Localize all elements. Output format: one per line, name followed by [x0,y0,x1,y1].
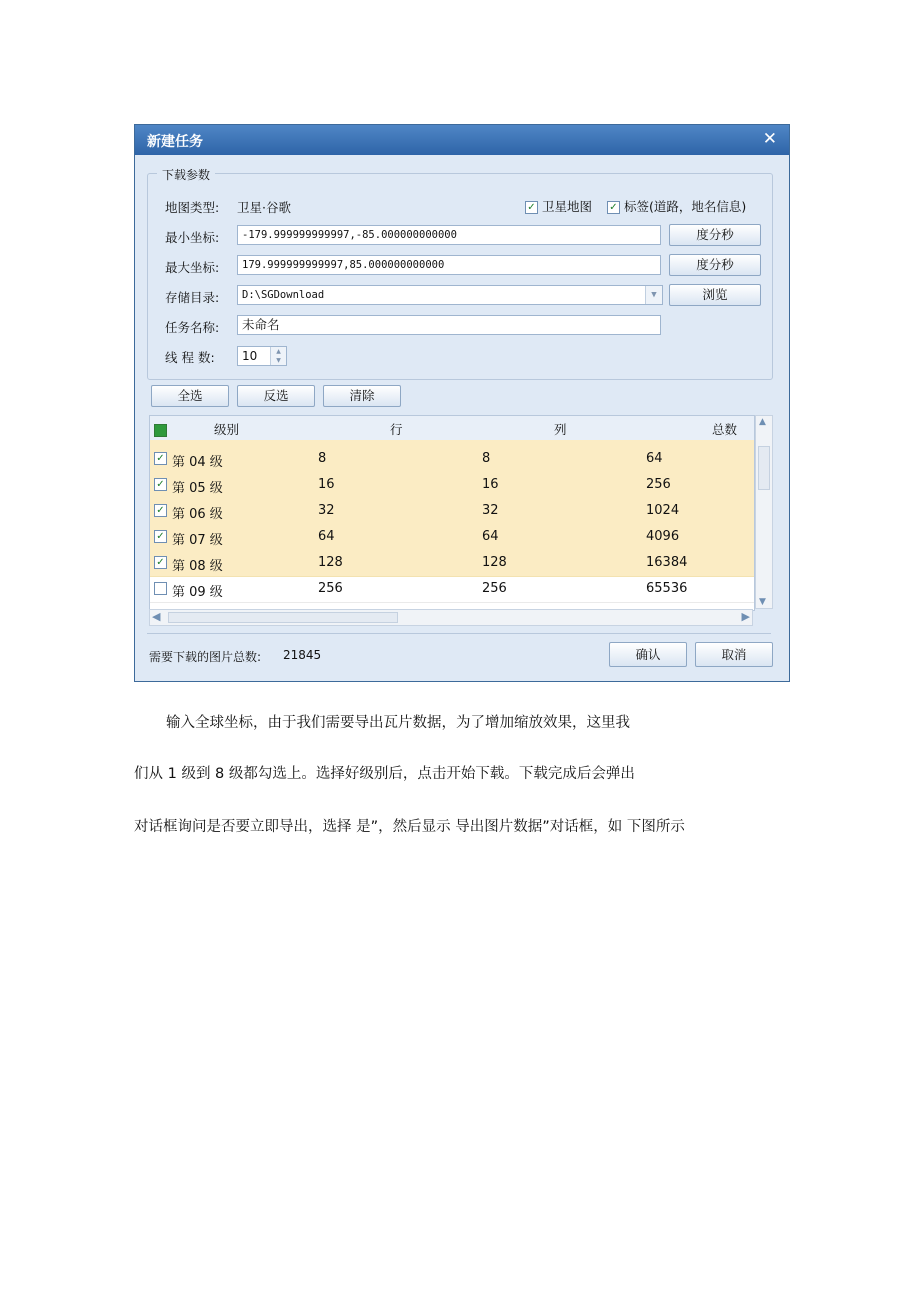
task-name-label: 任务名称: [165,320,220,335]
cell-total: 64 [646,451,663,466]
scroll-left-icon[interactable]: ◀ [152,610,161,623]
horizontal-scrollbar[interactable] [149,609,753,626]
min-coord-label: 最小坐标: [165,230,220,245]
cell-row: 32 [318,503,335,518]
satellite-checkbox-label: 卫星地图 [541,199,592,214]
storage-label: 存储目录: [165,290,220,305]
min-dms-button[interactable]: 度分秒 [669,224,761,246]
new-task-dialog [134,124,790,682]
cell-level: 第 07 级 [172,533,223,548]
hscroll-thumb[interactable] [168,612,398,623]
cell-col: 256 [482,581,507,596]
map-type-label: 地图类型: [165,200,220,215]
dialog-title: 新建任务 [147,134,203,150]
cell-row: 256 [318,581,343,596]
row-checkbox[interactable]: ✓ [154,503,167,518]
label-checkbox-label: 标签(道路，地名信息) [623,199,747,214]
checkmark-icon: ✓ [525,201,538,214]
cell-total: 1024 [646,503,680,518]
row-checkbox[interactable]: ✓ [154,451,167,466]
table-row[interactable] [150,472,754,499]
total-value: 21845 [283,648,322,662]
task-name-input[interactable]: 未命名 [237,315,661,335]
header-checkbox[interactable] [154,422,167,437]
cell-level: 第 05 级 [172,481,223,496]
clear-button[interactable]: 清除 [323,385,401,407]
group-title: 下载参数 [157,166,215,183]
invert-selection-button[interactable]: 反选 [237,385,315,407]
col-row[interactable]: 行 [390,422,403,437]
body-line-1: 输入全球坐标，由于我们需要导出瓦片数据，为了增加缩放效果，这里我 [166,715,630,731]
cell-col: 128 [482,555,507,570]
table-row[interactable] [150,524,754,551]
checkmark-icon: ✓ [607,201,620,214]
level-grid [149,415,755,611]
scroll-down-icon[interactable]: ▼ [759,597,766,607]
row-checkbox[interactable]: ✓ [154,529,167,544]
cell-row: 16 [318,477,335,492]
close-icon[interactable]: ✕ [762,129,777,149]
threads-value: 10 [242,349,258,363]
cell-level: 第 09 级 [172,585,223,600]
cell-level: 第 04 级 [172,455,223,470]
min-coord-input[interactable]: -179.999999999997,-85.000000000000 [237,225,661,245]
confirm-button[interactable]: 确认 [609,642,687,667]
scroll-up-icon[interactable]: ▲ [759,417,766,427]
vertical-scrollbar[interactable] [755,415,773,609]
table-row[interactable] [150,550,754,577]
browse-button[interactable]: 浏览 [669,284,761,306]
cell-row: 64 [318,529,335,544]
row-checkbox[interactable]: ✓ [154,555,167,570]
max-dms-button[interactable]: 度分秒 [669,254,761,276]
scroll-thumb[interactable] [758,446,770,490]
cell-row: 128 [318,555,343,570]
col-level[interactable]: 级别 [214,422,240,437]
table-row[interactable] [150,576,754,603]
table-row[interactable] [150,446,754,473]
threads-spinner[interactable] [237,346,287,366]
cell-total: 256 [646,477,671,492]
cancel-button[interactable]: 取消 [695,642,773,667]
max-coord-input[interactable]: 179.999999999997,85.000000000000 [237,255,661,275]
cell-total: 65536 [646,581,688,596]
storage-value: D:\SGDownload [242,289,325,301]
total-label: 需要下载的图片总数: [149,650,262,664]
spin-arrows-icon[interactable]: ▲ ▼ [270,347,286,365]
col-col[interactable]: 列 [554,422,567,437]
body-line-3: 对话框询问是否要立即导出，选择 是”，然后显示 导出图片数据”对话框，如 下图所示 [134,819,685,835]
divider [147,633,771,634]
row-checkbox[interactable] [154,581,167,596]
cell-col: 8 [482,451,491,466]
threads-label: 线 程 数: [165,350,215,365]
cell-level: 第 08 级 [172,559,223,574]
max-coord-label: 最大坐标: [165,260,220,275]
cell-level: 第 06 级 [172,507,223,522]
satellite-checkbox[interactable] [525,197,592,215]
body-line-2: 们从 1 级到 8 级都勾选上。选择好级别后，点击开始下载。下载完成后会弹出 [134,766,635,782]
row-checkbox[interactable]: ✓ [154,477,167,492]
cell-total: 4096 [646,529,680,544]
label-checkbox[interactable] [607,197,746,215]
cell-col: 16 [482,477,499,492]
title-bar [135,125,789,155]
grid-header [150,416,754,441]
cell-row: 8 [318,451,327,466]
cell-col: 64 [482,529,499,544]
select-all-button[interactable]: 全选 [151,385,229,407]
chevron-down-icon[interactable]: ▼ [645,286,662,304]
cell-col: 32 [482,503,499,518]
map-type-value: 卫星·谷歌 [237,200,291,215]
scroll-right-icon[interactable]: ▶ [741,610,750,623]
storage-dropdown[interactable] [237,285,663,305]
cell-total: 16384 [646,555,688,570]
table-row[interactable] [150,498,754,525]
col-total[interactable]: 总数 [712,422,738,437]
